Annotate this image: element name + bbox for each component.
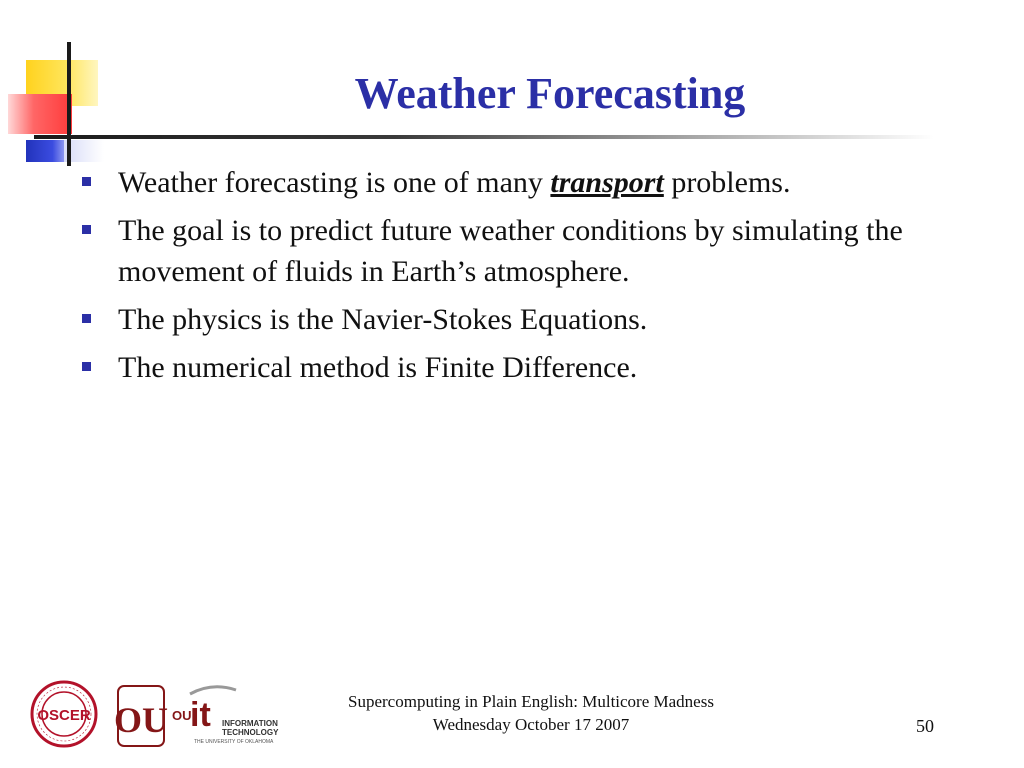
it-mark: it [190, 696, 211, 734]
it-prefix: OU [172, 708, 192, 723]
page-number: 50 [916, 716, 934, 736]
oscer-logo-text: OSCER [37, 707, 91, 724]
bullet-text-pre: Weather forecasting is one of many [118, 166, 551, 199]
bullet-list [78, 162, 958, 395]
ou-logo [114, 686, 168, 746]
bullet-text: The numerical method is Finite Difference. [118, 351, 638, 384]
slide-title: Weather Forecasting [354, 69, 746, 118]
decor-vertical-line [67, 42, 71, 166]
it-line1: INFORMATION [222, 719, 278, 728]
square-bullet-icon [82, 362, 91, 371]
bullet-item [78, 162, 958, 203]
bullet-emphasis: transport [550, 166, 664, 199]
footer [300, 690, 762, 736]
footer-line-1: Supercomputing in Plain English: Multicore Madness [348, 692, 714, 711]
decor-red-square [8, 94, 72, 134]
bullet-item [78, 299, 958, 340]
footer-line-2: Wednesday October 17 2007 [432, 715, 630, 734]
bullet-text: The physics is the Navier-Stokes Equations. [118, 303, 648, 336]
bullet-text-post: problems. [663, 166, 791, 199]
square-bullet-icon [82, 177, 91, 186]
it-line3: THE UNIVERSITY OF OKLAHOMA [194, 739, 274, 745]
ou-it-logo [172, 687, 279, 745]
bullet-text: The goal is to predict future weather conditions by simulating the movement of fluids in Earth’s atmosphere. [118, 214, 903, 288]
oscer-logo [32, 682, 96, 746]
bullet-item [78, 210, 958, 292]
ou-logo-text: OU [114, 700, 168, 740]
square-bullet-icon [82, 225, 91, 234]
square-bullet-icon [82, 314, 91, 323]
bullet-item [78, 347, 958, 388]
logo-strip [22, 680, 292, 752]
decor-blue-square [26, 140, 64, 162]
title-underline [34, 135, 934, 139]
it-line2: TECHNOLOGY [222, 728, 279, 737]
